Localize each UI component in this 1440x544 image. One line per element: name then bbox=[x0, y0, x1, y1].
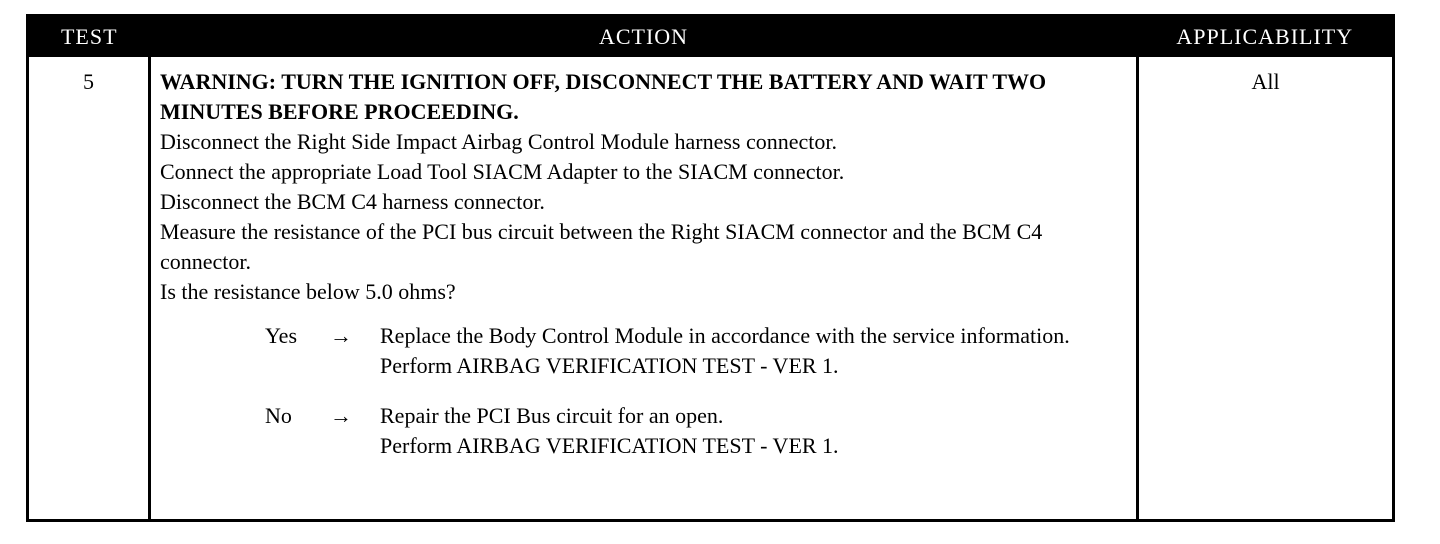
step-3: Disconnect the BCM C4 harness connector. bbox=[160, 189, 545, 214]
step-2: Connect the appropriate Load Tool SIACM Adapter to the SIACM connector. bbox=[160, 159, 845, 184]
step-1: Disconnect the Right Side Impact Airbag Control Module harness connector. bbox=[160, 129, 837, 154]
arrow-right-icon: → bbox=[330, 323, 352, 348]
action-cell bbox=[150, 57, 1138, 521]
outcome-yes bbox=[160, 321, 1130, 381]
outcome-no-line-1: Repair the PCI Bus circuit for an open. bbox=[380, 403, 724, 428]
warning-text: WARNING: TURN THE IGNITION OFF, DISCONNECT THE BATTERY AND WAIT TWO MINUTES BEFORE PROCEEDING. bbox=[160, 69, 1047, 124]
applicability-cell: All bbox=[1138, 57, 1394, 521]
diagnostic-test-sheet bbox=[26, 14, 1392, 522]
column-header-action: ACTION bbox=[150, 16, 1138, 58]
arrow-right-icon: → bbox=[330, 403, 352, 428]
outcome-no-label: No bbox=[265, 403, 292, 428]
diagnostic-table bbox=[26, 14, 1395, 522]
table-header-row bbox=[28, 16, 1394, 58]
outcome-no bbox=[160, 401, 1130, 461]
step-4: Measure the resistance of the PCI bus circuit between the Right SIACM connector and the BCM C4 connector. bbox=[160, 219, 1043, 274]
table-row bbox=[28, 57, 1394, 521]
outcome-yes-label: Yes bbox=[265, 323, 298, 348]
outcome-yes-line-1: Replace the Body Control Module in accordance with the service information. bbox=[380, 323, 1070, 348]
column-header-applicability: APPLICABILITY bbox=[1138, 16, 1394, 58]
question-text: Is the resistance below 5.0 ohms? bbox=[160, 279, 456, 304]
test-number-cell: 5 bbox=[83, 69, 94, 94]
outcome-no-line-2: Perform AIRBAG VERIFICATION TEST - VER 1. bbox=[380, 433, 839, 458]
column-header-test: TEST bbox=[28, 16, 150, 58]
outcome-yes-line-2: Perform AIRBAG VERIFICATION TEST - VER 1. bbox=[380, 353, 839, 378]
